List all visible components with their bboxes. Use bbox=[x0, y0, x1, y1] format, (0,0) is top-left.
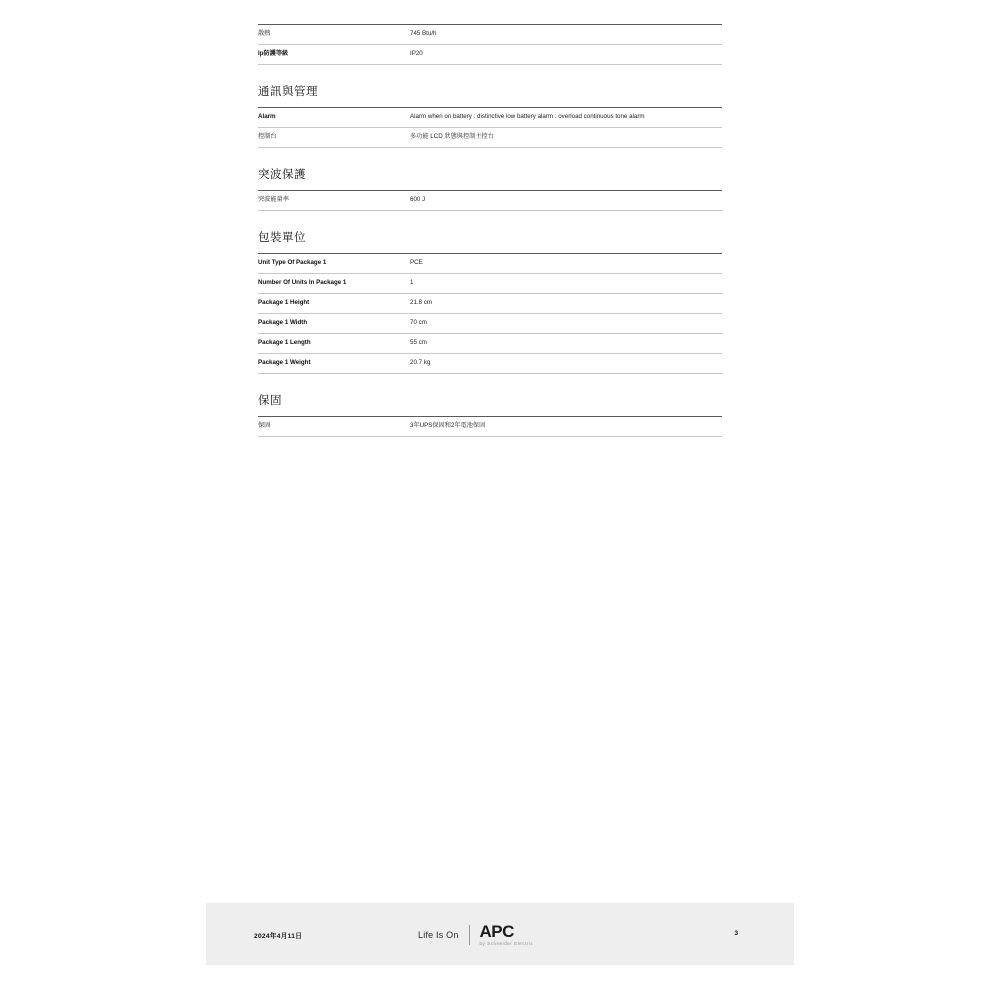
spec-table-top bbox=[258, 24, 722, 65]
spec-label: 控制台 bbox=[258, 132, 277, 140]
spec-value: 20.7 kg bbox=[410, 358, 431, 366]
table-row bbox=[258, 190, 722, 210]
section-title: 通訊與管理 bbox=[258, 85, 318, 98]
spec-value: 745 Btu/h bbox=[410, 30, 437, 37]
section-packaging bbox=[258, 229, 722, 374]
page-number: 3 bbox=[734, 930, 738, 937]
spec-label: 突波能量率 bbox=[258, 195, 289, 203]
spec-label: Number Of Units In Package 1 bbox=[258, 278, 347, 286]
spec-value: PCE bbox=[410, 258, 423, 266]
table-row bbox=[258, 127, 722, 147]
table-row bbox=[258, 107, 722, 127]
spec-value: 600 J bbox=[410, 195, 426, 203]
spec-table-warranty-body bbox=[258, 416, 722, 436]
spec-table-surge-body bbox=[258, 190, 722, 210]
spec-value: 1 bbox=[410, 278, 414, 286]
section-communication bbox=[258, 83, 722, 148]
spec-table-packaging-body bbox=[258, 253, 722, 373]
apc-logo-block bbox=[480, 923, 534, 946]
footer-date: 2024年4月11日 bbox=[254, 933, 303, 940]
spec-table-communication-body bbox=[258, 107, 722, 147]
table-row bbox=[258, 44, 722, 64]
spec-label: Package 1 Length bbox=[258, 338, 311, 346]
section-surge-protection bbox=[258, 166, 722, 211]
table-row bbox=[258, 273, 722, 293]
section-title: 保固 bbox=[258, 394, 282, 407]
spec-table-surge bbox=[258, 190, 722, 211]
spec-value: 70 cm bbox=[410, 318, 427, 326]
table-row bbox=[258, 313, 722, 333]
spec-label: Package 1 Height bbox=[258, 298, 310, 306]
section-title: 包裝單位 bbox=[258, 231, 306, 244]
spec-value: Alarm when on battery : distinctive low battery alarm : overload continuous tone alarm bbox=[410, 112, 645, 120]
spec-table-warranty bbox=[258, 416, 722, 437]
spec-label: Alarm bbox=[258, 112, 276, 120]
spec-table-packaging bbox=[258, 253, 722, 374]
table-row bbox=[258, 353, 722, 373]
spec-label: Ip防護等級 bbox=[258, 49, 289, 57]
table-row bbox=[258, 293, 722, 313]
apc-logo-subtitle: by Schneider Electric bbox=[479, 941, 534, 946]
table-row bbox=[258, 253, 722, 273]
spec-value: 21.8 cm bbox=[410, 298, 433, 306]
spec-table-top-body bbox=[258, 25, 722, 65]
spec-value: IP20 bbox=[410, 49, 423, 57]
spec-table-communication bbox=[258, 107, 722, 148]
section-title: 突波保護 bbox=[258, 168, 306, 181]
document-content bbox=[258, 24, 722, 437]
life-is-on-tagline: Life Is On bbox=[418, 929, 459, 940]
footer-branding bbox=[418, 923, 533, 946]
spec-value: 55 cm bbox=[410, 338, 427, 346]
table-row bbox=[258, 416, 722, 436]
spec-value: 3年UPS保固和2年電池保固 bbox=[410, 421, 486, 429]
apc-logo: APC bbox=[479, 922, 514, 941]
table-row bbox=[258, 333, 722, 353]
spec-value: 多功能 LCD 狀態與控制主控台 bbox=[410, 132, 494, 140]
footer-divider bbox=[469, 925, 470, 945]
page-footer bbox=[206, 903, 794, 965]
spec-label: Package 1 Weight bbox=[258, 358, 311, 366]
spec-label: Package 1 Width bbox=[258, 318, 308, 326]
spec-label: 散熱 bbox=[258, 30, 271, 37]
spec-label: 保固 bbox=[258, 421, 271, 429]
spec-label: Unit Type Of Package 1 bbox=[258, 258, 327, 266]
section-warranty bbox=[258, 392, 722, 437]
table-row bbox=[258, 25, 722, 45]
